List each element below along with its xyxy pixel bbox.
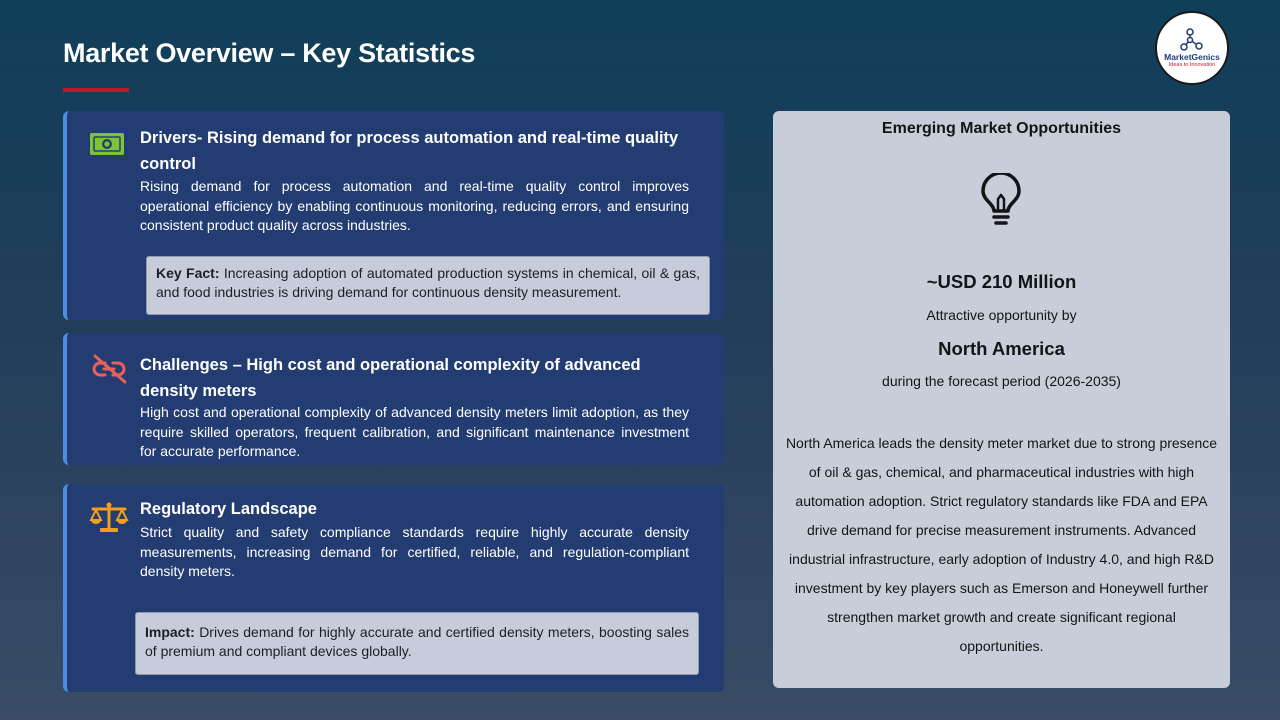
opportunity-subtitle: Attractive opportunity by — [926, 307, 1077, 323]
money-icon — [89, 130, 125, 158]
drivers-body: Rising demand for process automation and real-time quality control improves operational efficiency by enabling continuous monitoring, reducing errors, and ensuring consistent product quality across industries. — [140, 178, 689, 233]
challenges-body: High cost and operational complexity of advanced density meters limit adoption, as they require skilled operators, frequent calibration, and significant maintenance investment for accurate performance. — [140, 404, 689, 459]
opportunities-title: Emerging Market Opportunities — [881, 120, 1122, 137]
drivers-title: Drivers- Rising demand for process automation and real-time quality control — [140, 129, 679, 173]
impact-text: Drives demand for highly accurate and certified density meters, boosting sales of premium and compliant devices globally. — [145, 624, 689, 659]
impact-box — [135, 612, 699, 675]
regulatory-card — [63, 484, 724, 692]
challenges-title: Challenges – High cost and operational complexity of advanced density meters — [140, 356, 641, 400]
lightbulb-icon — [978, 173, 1024, 227]
impact-label: Impact: — [145, 624, 195, 640]
logo-tagline: Ideas to Innovation — [1168, 61, 1216, 68]
challenges-card — [63, 333, 724, 465]
opportunity-value: ~USD 210 Million — [926, 271, 1077, 292]
regulatory-title: Regulatory Landscape — [140, 500, 317, 518]
key-fact-label: Key Fact: — [156, 265, 220, 281]
key-fact-box — [146, 256, 710, 315]
page-title: Market Overview – Key Statistics — [63, 38, 476, 68]
key-fact-text: Increasing adoption of automated production systems in chemical, oil & gas, and food industries is driving demand for continuous density measurement. — [156, 265, 700, 300]
opportunity-region: North America — [938, 338, 1065, 359]
title-underline — [63, 88, 129, 92]
regulatory-body: Strict quality and safety compliance standards require highly accurate density measurements, increasing demand for certified, reliable, and regulation-compliant density meters. — [140, 524, 689, 579]
network-nodes-icon — [1179, 28, 1205, 52]
opportunity-description: North America leads the density meter market due to strong presence of oil & gas, chemical, and pharmaceutical industries with high automation adoption. Strict regulatory standards like FDA and EPA drive demand for precise measurement instruments. Advanced industrial infrastructure, early adoption of Industry 4.0, and high R&D investment by key players such as Emerson and Honeywell further strengthen market growth and create significant regional opportunities. — [785, 435, 1218, 654]
forecast-period: during the forecast period (2026-2035) — [882, 373, 1121, 389]
opportunities-panel — [773, 111, 1230, 688]
drivers-card — [63, 111, 724, 320]
broken-link-icon — [89, 354, 129, 384]
logo-name: MarketGenics — [1164, 52, 1220, 62]
company-logo — [1155, 11, 1229, 85]
scales-icon — [89, 501, 129, 533]
